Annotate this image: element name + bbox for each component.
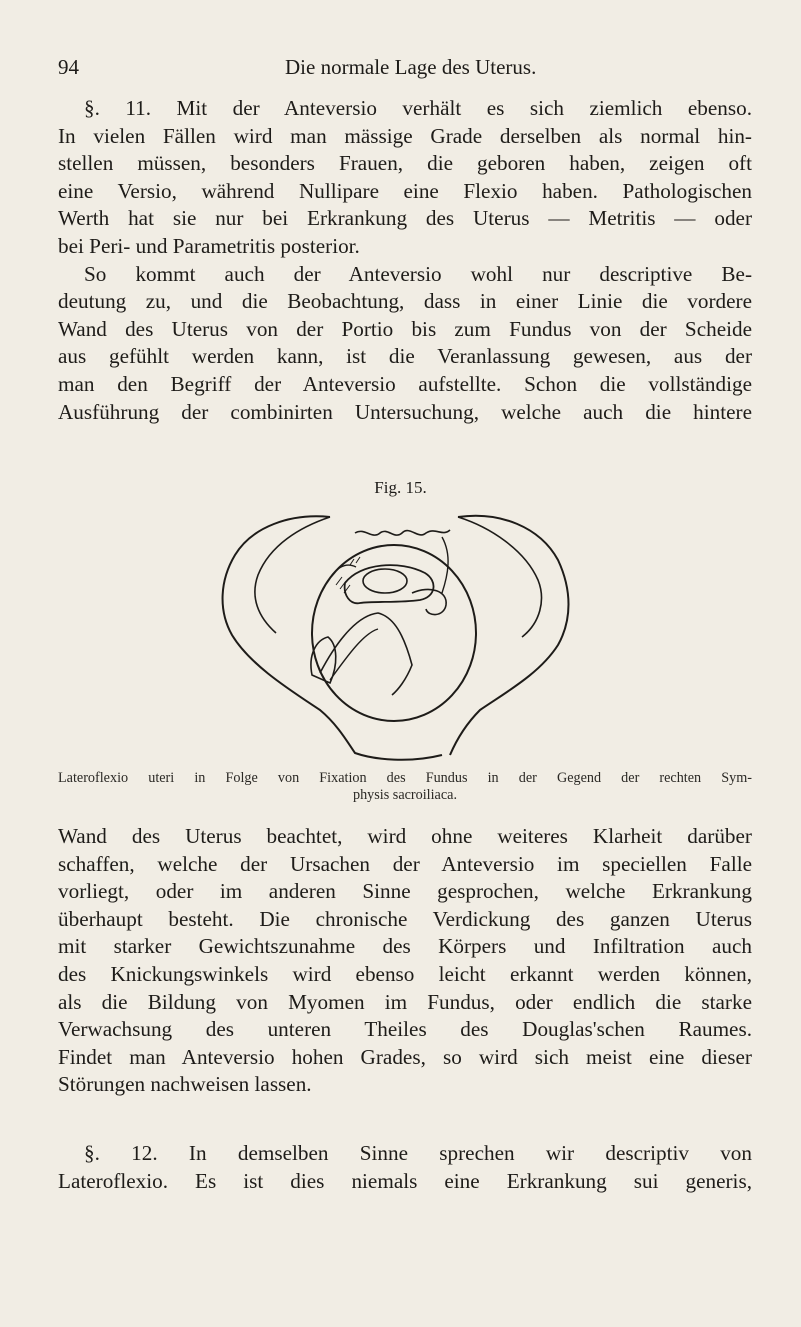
text-line: Wand des Uterus von der Portio bis zum Fundus von der Scheide bbox=[58, 316, 752, 341]
text-line: In vielen Fällen wird man mässige Grade derselben als normal hin- bbox=[58, 123, 752, 148]
text-line: §. 11. Mit der Anteversio verhält es sich ziemlich ebenso. bbox=[84, 96, 752, 120]
figure-pelvis-illustration bbox=[180, 505, 620, 775]
caption-line: Lateroflexio uteri in Folge von Fixation des Fundus in der Gegend der rechten Sym- bbox=[58, 770, 752, 786]
text-line: Lateroflexio. Es ist dies niemals eine Erkrankung sui generis, bbox=[58, 1168, 752, 1193]
text-line: schaffen, welche der Ursachen der Anteversio im speciellen Falle bbox=[58, 851, 752, 876]
text-line: Ausführung der combinirten Untersuchung, welche auch die hintere bbox=[58, 399, 752, 424]
text-line: überhaupt besteht. Die chronische Verdickung des ganzen Uterus bbox=[58, 906, 752, 931]
text-line: Werth hat sie nur bei Erkrankung des Uterus — Metritis — oder bbox=[58, 206, 752, 231]
text-line: deutung zu, und die Beobachtung, dass in einer Linie die vordere bbox=[58, 289, 752, 314]
pelvis-outline-right bbox=[450, 516, 569, 755]
page-header bbox=[58, 52, 758, 82]
text-line: als die Bildung von Myomen im Fundus, oder endlich die starke bbox=[58, 989, 752, 1014]
caption-line: physis sacroiliaca. bbox=[352, 787, 457, 803]
running-title: Die normale Lage des Uterus. bbox=[285, 55, 537, 79]
text-line: aus gefühlt werden kann, ist die Veranlassung gewesen, aus der bbox=[58, 344, 752, 369]
figure-label: Fig. 15. bbox=[374, 478, 427, 497]
text-line: §. 12. In demselben Sinne sprechen wir descriptiv von bbox=[84, 1141, 752, 1165]
text-line: des Knickungswinkels wird ebenso leicht erkannt werden können, bbox=[58, 961, 752, 986]
paragraph-3 bbox=[58, 823, 752, 1099]
text-line: So kommt auch der Anteversio wohl nur descriptive Be- bbox=[84, 261, 752, 286]
text-line: bei Peri- und Parametritis posterior. bbox=[58, 233, 360, 258]
text-line: Verwachsung des unteren Theiles des Douglas'schen Raumes. bbox=[58, 1017, 752, 1042]
pelvis-drawing bbox=[180, 505, 620, 775]
text-line: Störungen nachweisen lassen. bbox=[58, 1072, 312, 1097]
figure-caption bbox=[58, 770, 752, 804]
text-line: vorliegt, oder im anderen Sinne gesprochen, welche Erkrankung bbox=[58, 879, 752, 904]
paragraph-1 bbox=[58, 95, 752, 426]
page-number: 94 bbox=[58, 55, 79, 79]
text-line: stellen müssen, besonders Frauen, die geboren haben, zeigen oft bbox=[58, 151, 752, 176]
text-line: mit starker Gewichtszunahme des Körpers und Infiltration auch bbox=[58, 934, 752, 959]
text-line: Findet man Anteversio hohen Grades, so wird sich meist eine dieser bbox=[58, 1044, 752, 1069]
text-line: man den Begriff der Anteversio aufstellte. Schon die vollständige bbox=[58, 371, 752, 396]
text-line: Wand des Uterus beachtet, wird ohne weiteres Klarheit darüber bbox=[58, 824, 752, 848]
pelvis-outline-left bbox=[223, 516, 442, 759]
paragraph-4 bbox=[58, 1140, 752, 1195]
text-line: eine Versio, während Nullipare eine Flexio haben. Pathologischen bbox=[58, 178, 752, 203]
